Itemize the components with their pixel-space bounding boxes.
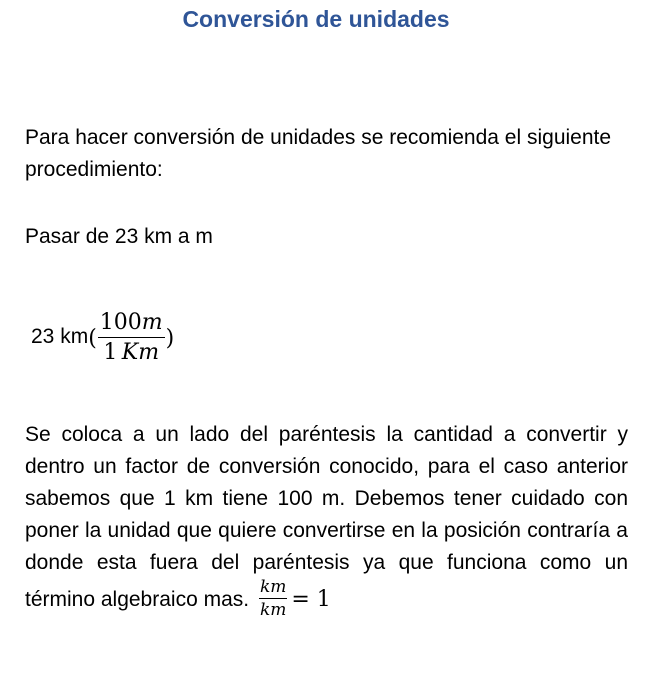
explanation-text: Se coloca a un lado del paréntesis la cantidad a convertir y dentro un factor de conversión conocido, para el caso anterior sabemos que 1 km tiene 100 m. Debemos tener cuidado con poner la unidad que quiere convertirse en la posición contraría a donde esta fuera del paréntesis ya que funciona como un término algebraico mas. (25, 423, 628, 612)
numerator-unit: m (141, 309, 163, 335)
equation-prefix: 23 km (31, 325, 89, 348)
open-paren: ( (88, 325, 97, 351)
identity-numerator: km (259, 577, 287, 597)
identity-rhs: = 1 (291, 587, 331, 613)
page-title: Conversión de unidades (182, 6, 450, 32)
denominator-unit: Km (121, 339, 160, 365)
identity-denominator: km (259, 600, 287, 620)
factor-denominator (101, 338, 161, 365)
factor-numerator (98, 310, 165, 338)
conversion-equation (31, 302, 174, 372)
numerator-value: 100 (99, 309, 142, 335)
close-paren: ) (165, 325, 175, 351)
intro-paragraph: Para hacer conversión de unidades se recomienda el siguiente procedimiento: (25, 126, 612, 181)
denominator-value: 1 (103, 339, 118, 365)
identity-fraction (259, 577, 287, 620)
task-statement: Pasar de 23 km a m (25, 225, 213, 248)
explanation-paragraph (25, 419, 628, 622)
conversion-factor (98, 310, 165, 365)
